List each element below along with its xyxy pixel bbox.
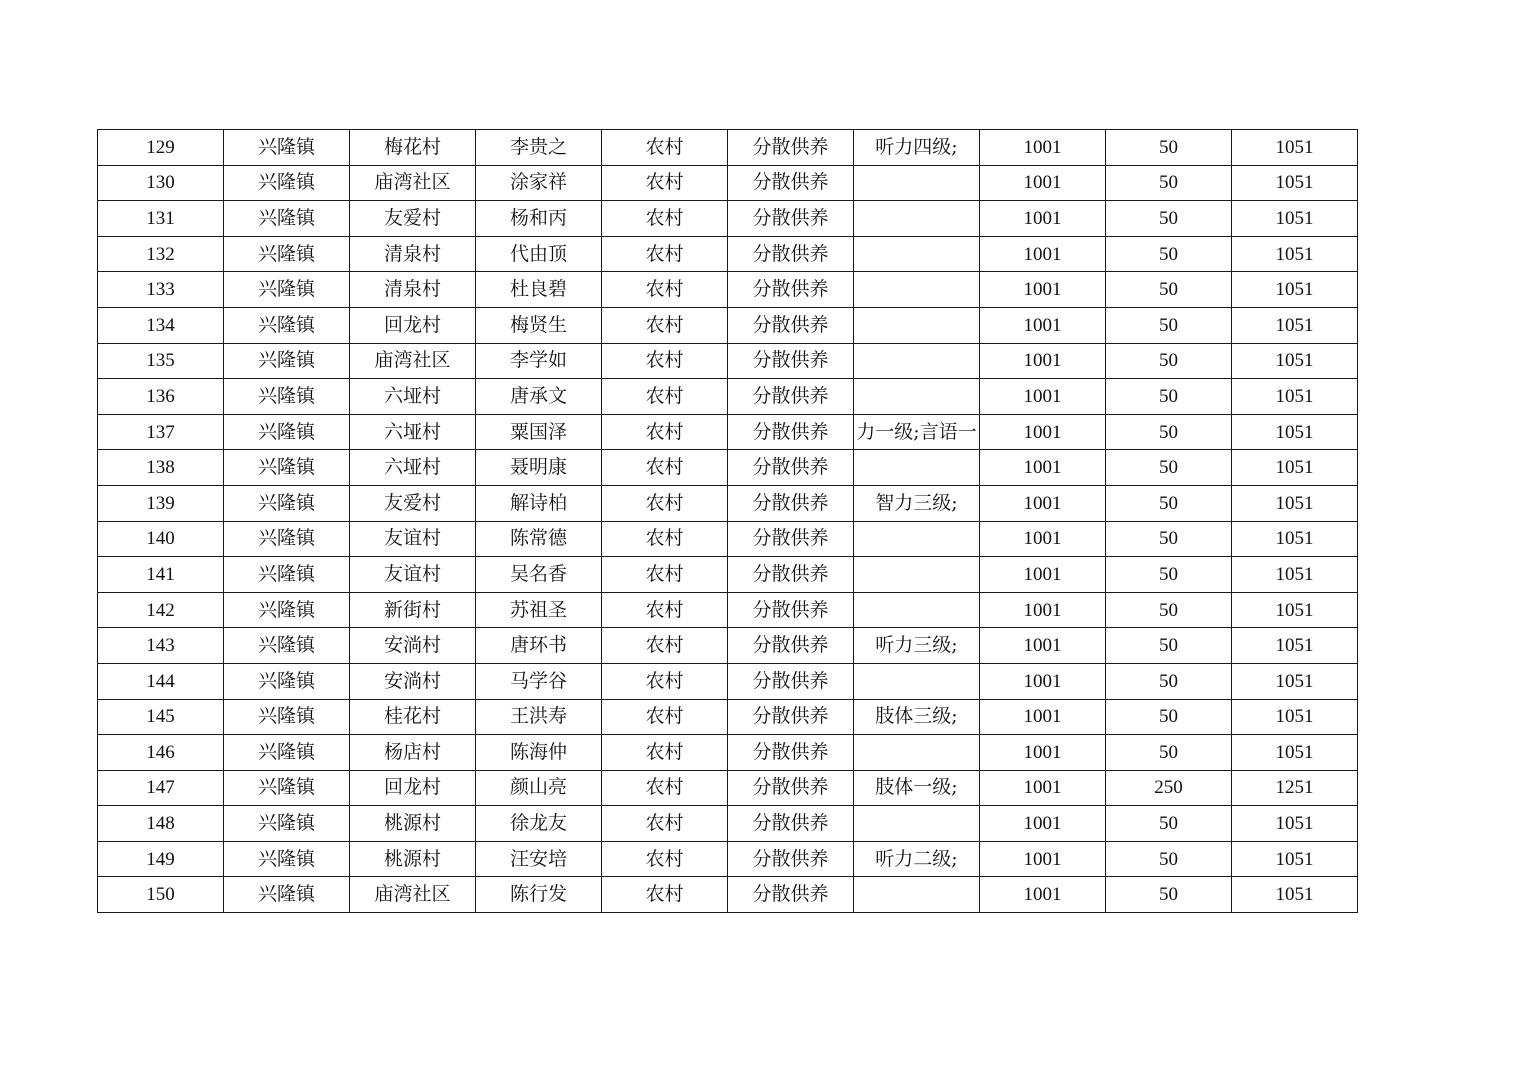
- cell-disability-level: [854, 343, 980, 379]
- cell-base-amount: 1001: [980, 450, 1106, 486]
- cell-name: 李学如: [476, 343, 602, 379]
- cell-village: 友爱村: [350, 201, 476, 237]
- cell-support-type: 分散供养: [728, 130, 854, 166]
- cell-area-type: 农村: [602, 628, 728, 664]
- cell-area-type: 农村: [602, 165, 728, 201]
- cell-town: 兴隆镇: [224, 201, 350, 237]
- cell-base-amount: 1001: [980, 877, 1106, 913]
- cell-village: 友爱村: [350, 485, 476, 521]
- table-row: [98, 165, 1358, 201]
- table-row: [98, 272, 1358, 308]
- cell-disability-level: [854, 379, 980, 415]
- cell-row-number: 148: [98, 806, 224, 842]
- cell-subsidy-amount: 50: [1106, 201, 1232, 237]
- cell-area-type: 农村: [602, 379, 728, 415]
- cell-town: 兴隆镇: [224, 414, 350, 450]
- cell-row-number: 132: [98, 236, 224, 272]
- cell-row-number: 134: [98, 307, 224, 343]
- table-row: [98, 521, 1358, 557]
- cell-disability-level: 智力三级;: [854, 485, 980, 521]
- cell-village: 杨店村: [350, 735, 476, 771]
- cell-row-number: 150: [98, 877, 224, 913]
- cell-support-type: 分散供养: [728, 592, 854, 628]
- cell-town: 兴隆镇: [224, 165, 350, 201]
- table-row: [98, 307, 1358, 343]
- cell-base-amount: 1001: [980, 806, 1106, 842]
- cell-name: 苏祖圣: [476, 592, 602, 628]
- cell-total-amount: 1051: [1232, 592, 1358, 628]
- cell-total-amount: 1051: [1232, 628, 1358, 664]
- cell-total-amount: 1051: [1232, 201, 1358, 237]
- cell-subsidy-amount: 50: [1106, 414, 1232, 450]
- cell-base-amount: 1001: [980, 592, 1106, 628]
- cell-disability-level: [854, 877, 980, 913]
- cell-area-type: 农村: [602, 236, 728, 272]
- cell-support-type: 分散供养: [728, 877, 854, 913]
- cell-village: 友谊村: [350, 557, 476, 593]
- cell-support-type: 分散供养: [728, 485, 854, 521]
- cell-subsidy-amount: 50: [1106, 841, 1232, 877]
- cell-village: 桂花村: [350, 699, 476, 735]
- cell-base-amount: 1001: [980, 841, 1106, 877]
- cell-name: 梅贤生: [476, 307, 602, 343]
- cell-total-amount: 1051: [1232, 877, 1358, 913]
- cell-town: 兴隆镇: [224, 343, 350, 379]
- cell-area-type: 农村: [602, 307, 728, 343]
- cell-support-type: 分散供养: [728, 841, 854, 877]
- cell-base-amount: 1001: [980, 343, 1106, 379]
- cell-village: 桃源村: [350, 806, 476, 842]
- cell-subsidy-amount: 50: [1106, 307, 1232, 343]
- cell-support-type: 分散供养: [728, 236, 854, 272]
- cell-village: 新街村: [350, 592, 476, 628]
- data-table: [97, 129, 1358, 913]
- cell-disability-level: [854, 307, 980, 343]
- cell-subsidy-amount: 50: [1106, 628, 1232, 664]
- cell-base-amount: 1001: [980, 557, 1106, 593]
- cell-area-type: 农村: [602, 450, 728, 486]
- cell-base-amount: 1001: [980, 699, 1106, 735]
- cell-village: 庙湾社区: [350, 877, 476, 913]
- table-body: [98, 130, 1358, 913]
- cell-total-amount: 1051: [1232, 557, 1358, 593]
- cell-base-amount: 1001: [980, 414, 1106, 450]
- cell-base-amount: 1001: [980, 735, 1106, 771]
- cell-village: 六垭村: [350, 379, 476, 415]
- cell-support-type: 分散供养: [728, 165, 854, 201]
- cell-base-amount: 1001: [980, 485, 1106, 521]
- cell-subsidy-amount: 50: [1106, 806, 1232, 842]
- cell-disability-level: 力一级;言语一: [854, 414, 980, 450]
- cell-subsidy-amount: 50: [1106, 450, 1232, 486]
- cell-area-type: 农村: [602, 877, 728, 913]
- table-row: [98, 806, 1358, 842]
- cell-disability-level: 肢体三级;: [854, 699, 980, 735]
- cell-disability-level: 听力四级;: [854, 130, 980, 166]
- cell-disability-level: [854, 557, 980, 593]
- cell-disability-level: [854, 201, 980, 237]
- cell-base-amount: 1001: [980, 165, 1106, 201]
- cell-disability-level: 听力三级;: [854, 628, 980, 664]
- cell-name: 粟国泽: [476, 414, 602, 450]
- cell-village: 庙湾社区: [350, 343, 476, 379]
- cell-row-number: 133: [98, 272, 224, 308]
- cell-disability-level: [854, 521, 980, 557]
- cell-subsidy-amount: 50: [1106, 343, 1232, 379]
- cell-name: 汪安培: [476, 841, 602, 877]
- cell-name: 杜良碧: [476, 272, 602, 308]
- cell-base-amount: 1001: [980, 236, 1106, 272]
- cell-village: 六垭村: [350, 450, 476, 486]
- cell-subsidy-amount: 50: [1106, 735, 1232, 771]
- cell-row-number: 140: [98, 521, 224, 557]
- cell-base-amount: 1001: [980, 272, 1106, 308]
- cell-village: 清泉村: [350, 236, 476, 272]
- cell-support-type: 分散供养: [728, 521, 854, 557]
- cell-town: 兴隆镇: [224, 770, 350, 806]
- cell-total-amount: 1051: [1232, 130, 1358, 166]
- cell-subsidy-amount: 250: [1106, 770, 1232, 806]
- cell-village: 清泉村: [350, 272, 476, 308]
- cell-village: 回龙村: [350, 307, 476, 343]
- cell-support-type: 分散供养: [728, 628, 854, 664]
- cell-area-type: 农村: [602, 414, 728, 450]
- cell-area-type: 农村: [602, 557, 728, 593]
- cell-subsidy-amount: 50: [1106, 521, 1232, 557]
- cell-town: 兴隆镇: [224, 841, 350, 877]
- table-row: [98, 343, 1358, 379]
- cell-row-number: 143: [98, 628, 224, 664]
- cell-row-number: 146: [98, 735, 224, 771]
- cell-total-amount: 1251: [1232, 770, 1358, 806]
- cell-village: 梅花村: [350, 130, 476, 166]
- cell-row-number: 141: [98, 557, 224, 593]
- cell-name: 陈常德: [476, 521, 602, 557]
- cell-name: 唐环书: [476, 628, 602, 664]
- cell-total-amount: 1051: [1232, 806, 1358, 842]
- cell-base-amount: 1001: [980, 130, 1106, 166]
- cell-name: 唐承文: [476, 379, 602, 415]
- cell-row-number: 136: [98, 379, 224, 415]
- cell-name: 李贵之: [476, 130, 602, 166]
- table-row: [98, 414, 1358, 450]
- cell-town: 兴隆镇: [224, 735, 350, 771]
- cell-area-type: 农村: [602, 485, 728, 521]
- cell-support-type: 分散供养: [728, 806, 854, 842]
- cell-village: 庙湾社区: [350, 165, 476, 201]
- table-row: [98, 735, 1358, 771]
- cell-support-type: 分散供养: [728, 307, 854, 343]
- cell-support-type: 分散供养: [728, 735, 854, 771]
- cell-town: 兴隆镇: [224, 272, 350, 308]
- cell-total-amount: 1051: [1232, 485, 1358, 521]
- cell-base-amount: 1001: [980, 521, 1106, 557]
- cell-row-number: 149: [98, 841, 224, 877]
- cell-village: 回龙村: [350, 770, 476, 806]
- cell-row-number: 147: [98, 770, 224, 806]
- cell-town: 兴隆镇: [224, 877, 350, 913]
- cell-subsidy-amount: 50: [1106, 557, 1232, 593]
- cell-support-type: 分散供养: [728, 557, 854, 593]
- cell-name: 解诗柏: [476, 485, 602, 521]
- table-row: [98, 557, 1358, 593]
- cell-name: 陈海仲: [476, 735, 602, 771]
- cell-area-type: 农村: [602, 130, 728, 166]
- cell-total-amount: 1051: [1232, 236, 1358, 272]
- cell-row-number: 131: [98, 201, 224, 237]
- cell-row-number: 139: [98, 485, 224, 521]
- cell-town: 兴隆镇: [224, 592, 350, 628]
- cell-town: 兴隆镇: [224, 307, 350, 343]
- cell-support-type: 分散供养: [728, 379, 854, 415]
- cell-area-type: 农村: [602, 841, 728, 877]
- table-row: [98, 877, 1358, 913]
- cell-support-type: 分散供养: [728, 450, 854, 486]
- cell-town: 兴隆镇: [224, 521, 350, 557]
- cell-area-type: 农村: [602, 735, 728, 771]
- cell-subsidy-amount: 50: [1106, 592, 1232, 628]
- cell-total-amount: 1051: [1232, 165, 1358, 201]
- table-row: [98, 130, 1358, 166]
- cell-disability-level: [854, 735, 980, 771]
- cell-subsidy-amount: 50: [1106, 379, 1232, 415]
- cell-name: 陈行发: [476, 877, 602, 913]
- cell-disability-level: [854, 592, 980, 628]
- table-row: [98, 201, 1358, 237]
- cell-town: 兴隆镇: [224, 236, 350, 272]
- cell-town: 兴隆镇: [224, 450, 350, 486]
- cell-area-type: 农村: [602, 663, 728, 699]
- cell-subsidy-amount: 50: [1106, 130, 1232, 166]
- cell-subsidy-amount: 50: [1106, 485, 1232, 521]
- cell-support-type: 分散供养: [728, 272, 854, 308]
- cell-area-type: 农村: [602, 806, 728, 842]
- cell-subsidy-amount: 50: [1106, 877, 1232, 913]
- cell-base-amount: 1001: [980, 628, 1106, 664]
- cell-support-type: 分散供养: [728, 414, 854, 450]
- table-row: [98, 450, 1358, 486]
- cell-row-number: 135: [98, 343, 224, 379]
- cell-village: 六垭村: [350, 414, 476, 450]
- cell-name: 聂明康: [476, 450, 602, 486]
- cell-name: 马学谷: [476, 663, 602, 699]
- cell-disability-level: [854, 663, 980, 699]
- cell-total-amount: 1051: [1232, 379, 1358, 415]
- cell-base-amount: 1001: [980, 307, 1106, 343]
- cell-subsidy-amount: 50: [1106, 663, 1232, 699]
- cell-name: 吴名香: [476, 557, 602, 593]
- cell-base-amount: 1001: [980, 379, 1106, 415]
- cell-row-number: 130: [98, 165, 224, 201]
- table-row: [98, 770, 1358, 806]
- cell-support-type: 分散供养: [728, 663, 854, 699]
- cell-town: 兴隆镇: [224, 663, 350, 699]
- cell-disability-level: 听力二级;: [854, 841, 980, 877]
- cell-town: 兴隆镇: [224, 628, 350, 664]
- table-row: [98, 379, 1358, 415]
- cell-row-number: 129: [98, 130, 224, 166]
- cell-name: 杨和丙: [476, 201, 602, 237]
- cell-subsidy-amount: 50: [1106, 165, 1232, 201]
- table-row: [98, 699, 1358, 735]
- cell-row-number: 145: [98, 699, 224, 735]
- cell-village: 安淌村: [350, 663, 476, 699]
- cell-total-amount: 1051: [1232, 841, 1358, 877]
- cell-town: 兴隆镇: [224, 485, 350, 521]
- cell-total-amount: 1051: [1232, 343, 1358, 379]
- cell-total-amount: 1051: [1232, 735, 1358, 771]
- cell-village: 安淌村: [350, 628, 476, 664]
- table-row: [98, 485, 1358, 521]
- cell-town: 兴隆镇: [224, 379, 350, 415]
- cell-total-amount: 1051: [1232, 272, 1358, 308]
- cell-support-type: 分散供养: [728, 201, 854, 237]
- cell-disability-level: [854, 272, 980, 308]
- cell-total-amount: 1051: [1232, 699, 1358, 735]
- cell-support-type: 分散供养: [728, 699, 854, 735]
- table-row: [98, 592, 1358, 628]
- cell-area-type: 农村: [602, 201, 728, 237]
- cell-disability-level: [854, 236, 980, 272]
- cell-area-type: 农村: [602, 521, 728, 557]
- cell-total-amount: 1051: [1232, 307, 1358, 343]
- table-row: [98, 841, 1358, 877]
- cell-town: 兴隆镇: [224, 699, 350, 735]
- cell-town: 兴隆镇: [224, 557, 350, 593]
- cell-area-type: 农村: [602, 770, 728, 806]
- cell-base-amount: 1001: [980, 663, 1106, 699]
- cell-total-amount: 1051: [1232, 663, 1358, 699]
- cell-area-type: 农村: [602, 592, 728, 628]
- cell-name: 徐龙友: [476, 806, 602, 842]
- cell-town: 兴隆镇: [224, 130, 350, 166]
- cell-area-type: 农村: [602, 343, 728, 379]
- cell-base-amount: 1001: [980, 770, 1106, 806]
- cell-base-amount: 1001: [980, 201, 1106, 237]
- cell-name: 颜山亮: [476, 770, 602, 806]
- table-row: [98, 663, 1358, 699]
- cell-disability-level: 肢体一级;: [854, 770, 980, 806]
- cell-support-type: 分散供养: [728, 343, 854, 379]
- cell-village: 友谊村: [350, 521, 476, 557]
- cell-name: 代由顶: [476, 236, 602, 272]
- cell-total-amount: 1051: [1232, 521, 1358, 557]
- cell-name: 王洪寿: [476, 699, 602, 735]
- cell-row-number: 137: [98, 414, 224, 450]
- cell-town: 兴隆镇: [224, 806, 350, 842]
- cell-row-number: 138: [98, 450, 224, 486]
- table-row: [98, 236, 1358, 272]
- cell-total-amount: 1051: [1232, 450, 1358, 486]
- cell-disability-level: [854, 450, 980, 486]
- cell-disability-level: [854, 165, 980, 201]
- cell-row-number: 144: [98, 663, 224, 699]
- cell-subsidy-amount: 50: [1106, 236, 1232, 272]
- cell-subsidy-amount: 50: [1106, 699, 1232, 735]
- cell-subsidy-amount: 50: [1106, 272, 1232, 308]
- cell-name: 涂家祥: [476, 165, 602, 201]
- cell-row-number: 142: [98, 592, 224, 628]
- cell-area-type: 农村: [602, 699, 728, 735]
- cell-total-amount: 1051: [1232, 414, 1358, 450]
- cell-support-type: 分散供养: [728, 770, 854, 806]
- cell-disability-level: [854, 806, 980, 842]
- cell-village: 桃源村: [350, 841, 476, 877]
- cell-area-type: 农村: [602, 272, 728, 308]
- table-row: [98, 628, 1358, 664]
